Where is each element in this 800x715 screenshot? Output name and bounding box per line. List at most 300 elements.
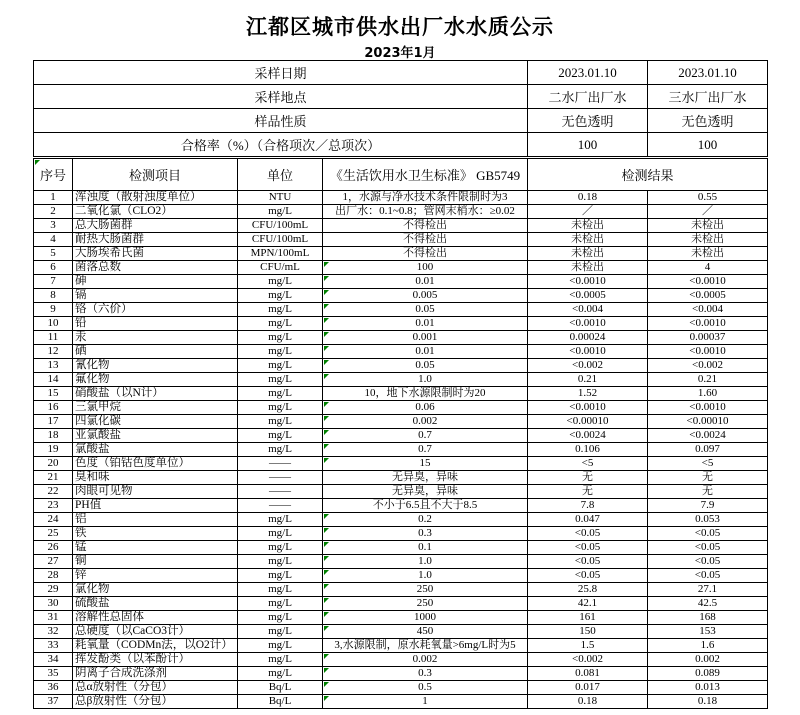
row-standard: 15 (323, 457, 528, 471)
info-label: 采样地点 (34, 85, 528, 109)
row-item: 铜 (73, 555, 238, 569)
header-result: 检测结果 (528, 159, 768, 191)
row-item: PH值 (73, 499, 238, 513)
row-result-plant3: <0.0005 (648, 289, 768, 303)
row-unit: mg/L (238, 387, 323, 401)
excel-flag-triangle-icon (324, 612, 329, 617)
row-unit: mg/L (238, 415, 323, 429)
row-no: 29 (34, 583, 73, 597)
table-row (34, 85, 768, 109)
row-result-plant2: 未检出 (528, 233, 648, 247)
row-item: 二氧化氯（CLO2） (73, 205, 238, 219)
table-row (34, 401, 768, 415)
row-item: 三氯甲烷 (73, 401, 238, 415)
row-result-plant2: 0.106 (528, 443, 648, 457)
row-unit: mg/L (238, 583, 323, 597)
excel-flag-triangle-icon (324, 402, 329, 407)
excel-flag-triangle-icon (324, 290, 329, 295)
excel-flag-triangle-icon (324, 668, 329, 673)
row-item: 总β放射性（分包） (73, 695, 238, 709)
row-result-plant3: 1.60 (648, 387, 768, 401)
excel-flag-triangle-icon (35, 160, 40, 165)
row-result-plant2: <0.05 (528, 541, 648, 555)
row-unit: Bq/L (238, 695, 323, 709)
row-result-plant2: 1.5 (528, 639, 648, 653)
row-result-plant2: <0.004 (528, 303, 648, 317)
row-no: 30 (34, 597, 73, 611)
row-unit: mg/L (238, 653, 323, 667)
row-item: 锰 (73, 541, 238, 555)
table-row (34, 331, 768, 345)
row-no: 10 (34, 317, 73, 331)
row-unit: mg/L (238, 667, 323, 681)
row-no: 34 (34, 653, 73, 667)
info-label: 合格率（%）（合格项次／总项次） (34, 133, 528, 157)
row-result-plant3: <0.0010 (648, 317, 768, 331)
row-unit: NTU (238, 191, 323, 205)
table-row (34, 681, 768, 695)
row-item: 氰化物 (73, 359, 238, 373)
table-row (34, 61, 768, 85)
table-row (34, 457, 768, 471)
table-row (34, 247, 768, 261)
row-no: 37 (34, 695, 73, 709)
row-result-plant3: <0.0010 (648, 345, 768, 359)
row-no: 12 (34, 345, 73, 359)
row-result-plant2: <0.0005 (528, 289, 648, 303)
row-item: 总硬度（以CaCO3计） (73, 625, 238, 639)
row-unit: mg/L (238, 611, 323, 625)
row-no: 14 (34, 373, 73, 387)
excel-flag-triangle-icon (324, 444, 329, 449)
row-standard: 0.7 (323, 443, 528, 457)
table-row (34, 133, 768, 157)
info-value-plant2: 2023.01.10 (528, 61, 648, 85)
row-result-plant2: <0.00010 (528, 415, 648, 429)
row-item: 锌 (73, 569, 238, 583)
table-row (34, 275, 768, 289)
row-result-plant2: 161 (528, 611, 648, 625)
table-row (34, 625, 768, 639)
row-standard: 3,水源限制，原水耗氧量>6mg/L时为5 (323, 639, 528, 653)
row-no: 36 (34, 681, 73, 695)
row-item: 铝 (73, 513, 238, 527)
row-unit: mg/L (238, 541, 323, 555)
row-unit: CFU/mL (238, 261, 323, 275)
row-unit: mg/L (238, 331, 323, 345)
row-standard: 0.06 (323, 401, 528, 415)
table-row (34, 373, 768, 387)
row-item: 四氯化碳 (73, 415, 238, 429)
row-result-plant3: <0.00010 (648, 415, 768, 429)
row-unit: CFU/100mL (238, 219, 323, 233)
row-standard: 1，水源与净水技术条件限制时为3 (323, 191, 528, 205)
row-result-plant3: 0.089 (648, 667, 768, 681)
row-result-plant3: <0.05 (648, 527, 768, 541)
row-item: 铬（六价） (73, 303, 238, 317)
row-standard: 10，地下水源限制时为20 (323, 387, 528, 401)
row-no: 6 (34, 261, 73, 275)
row-standard: 0.002 (323, 415, 528, 429)
row-unit: CFU/100mL (238, 233, 323, 247)
row-no: 35 (34, 667, 73, 681)
row-standard: 0.05 (323, 303, 528, 317)
row-result-plant3: 42.5 (648, 597, 768, 611)
row-unit: mg/L (238, 345, 323, 359)
row-unit: mg/L (238, 513, 323, 527)
row-unit: mg/L (238, 625, 323, 639)
header-no-label: 序号 (39, 168, 66, 183)
table-row (34, 359, 768, 373)
row-standard: 1.0 (323, 569, 528, 583)
row-standard: 0.01 (323, 317, 528, 331)
excel-flag-triangle-icon (324, 598, 329, 603)
row-item: 挥发酚类（以苯酚计） (73, 653, 238, 667)
row-result-plant3: <5 (648, 457, 768, 471)
row-standard: 无异臭，异味 (323, 485, 528, 499)
row-standard: 0.5 (323, 681, 528, 695)
page-title: 江都区城市供水出厂水水质公示 (246, 15, 554, 39)
table-row (34, 485, 768, 499)
row-result-plant2: 0.18 (528, 191, 648, 205)
row-standard: 0.005 (323, 289, 528, 303)
row-no: 25 (34, 527, 73, 541)
row-result-plant2: ／ (528, 205, 648, 219)
row-result-plant3: 27.1 (648, 583, 768, 597)
sample-info-table (33, 60, 768, 157)
row-standard: 0.001 (323, 331, 528, 345)
row-item: 铅 (73, 317, 238, 331)
row-no: 28 (34, 569, 73, 583)
row-no: 20 (34, 457, 73, 471)
results-body (34, 191, 768, 709)
row-standard: 0.01 (323, 345, 528, 359)
row-standard: 无异臭，异味 (323, 471, 528, 485)
results-header-row (34, 159, 768, 191)
row-result-plant2: 未检出 (528, 261, 648, 275)
table-row (34, 555, 768, 569)
row-result-plant2: 0.017 (528, 681, 648, 695)
table-row (34, 191, 768, 205)
row-standard: 0.3 (323, 667, 528, 681)
row-no: 22 (34, 485, 73, 499)
excel-flag-triangle-icon (324, 584, 329, 589)
row-result-plant2: <0.0010 (528, 317, 648, 331)
info-value-plant3: 三水厂出厂水 (648, 85, 768, 109)
row-standard: 0.05 (323, 359, 528, 373)
row-no: 15 (34, 387, 73, 401)
header-no (34, 159, 73, 191)
row-item: 溶解性总固体 (73, 611, 238, 625)
table-row (34, 541, 768, 555)
row-result-plant2: <0.002 (528, 359, 648, 373)
row-standard: 不小于6.5且不大于8.5 (323, 499, 528, 513)
row-unit: mg/L (238, 205, 323, 219)
row-result-plant2: 无 (528, 471, 648, 485)
excel-flag-triangle-icon (324, 696, 329, 701)
table-row (34, 387, 768, 401)
row-no: 16 (34, 401, 73, 415)
row-result-plant3: 未检出 (648, 247, 768, 261)
row-result-plant2: 未检出 (528, 219, 648, 233)
row-standard: 不得检出 (323, 219, 528, 233)
row-result-plant2: <0.0010 (528, 401, 648, 415)
excel-flag-triangle-icon (324, 262, 329, 267)
row-no: 7 (34, 275, 73, 289)
row-no: 18 (34, 429, 73, 443)
row-result-plant3: 0.00037 (648, 331, 768, 345)
row-item: 氯酸盐 (73, 443, 238, 457)
row-unit: mg/L (238, 359, 323, 373)
row-item: 耗氧量（CODMn法，以O2计） (73, 639, 238, 653)
row-standard: 0.1 (323, 541, 528, 555)
table-row (34, 639, 768, 653)
row-result-plant2: <0.05 (528, 527, 648, 541)
row-result-plant3: <0.004 (648, 303, 768, 317)
row-unit: mg/L (238, 429, 323, 443)
table-row (34, 569, 768, 583)
table-row (34, 429, 768, 443)
row-unit: mg/L (238, 303, 323, 317)
row-result-plant3: 0.18 (648, 695, 768, 709)
row-result-plant3: 0.002 (648, 653, 768, 667)
row-standard: 450 (323, 625, 528, 639)
excel-flag-triangle-icon (324, 304, 329, 309)
row-no: 3 (34, 219, 73, 233)
table-row (34, 611, 768, 625)
table-row (34, 499, 768, 513)
row-no: 19 (34, 443, 73, 457)
row-no: 26 (34, 541, 73, 555)
row-result-plant3: 0.013 (648, 681, 768, 695)
excel-flag-triangle-icon (324, 514, 329, 519)
row-unit: Bq/L (238, 681, 323, 695)
excel-flag-triangle-icon (324, 682, 329, 687)
row-result-plant3: <0.05 (648, 541, 768, 555)
row-standard: 1 (323, 695, 528, 709)
row-item: 色度（铂钴色度单位） (73, 457, 238, 471)
table-row (34, 653, 768, 667)
row-item: 氯化物 (73, 583, 238, 597)
table-row (34, 219, 768, 233)
row-no: 13 (34, 359, 73, 373)
row-unit: —— (238, 485, 323, 499)
row-result-plant2: <0.0024 (528, 429, 648, 443)
table-row (34, 583, 768, 597)
row-unit: mg/L (238, 373, 323, 387)
row-result-plant2: 0.00024 (528, 331, 648, 345)
row-unit: mg/L (238, 569, 323, 583)
row-result-plant3: 0.053 (648, 513, 768, 527)
excel-flag-triangle-icon (324, 556, 329, 561)
row-no: 17 (34, 415, 73, 429)
table-row (34, 415, 768, 429)
row-result-plant3: 0.21 (648, 373, 768, 387)
row-result-plant2: <0.05 (528, 569, 648, 583)
row-result-plant3: <0.05 (648, 569, 768, 583)
row-unit: mg/L (238, 289, 323, 303)
row-result-plant3: <0.0010 (648, 401, 768, 415)
row-result-plant3: 1.6 (648, 639, 768, 653)
row-item: 阴离子合成洗涤剂 (73, 667, 238, 681)
row-result-plant2: 未检出 (528, 247, 648, 261)
excel-flag-triangle-icon (324, 360, 329, 365)
row-item: 臭和味 (73, 471, 238, 485)
row-standard: 不得检出 (323, 247, 528, 261)
row-unit: mg/L (238, 275, 323, 289)
table-row (34, 317, 768, 331)
row-standard: 0.2 (323, 513, 528, 527)
table-row (34, 527, 768, 541)
row-result-plant3: 未检出 (648, 219, 768, 233)
excel-flag-triangle-icon (324, 542, 329, 547)
info-value-plant2: 二水厂出厂水 (528, 85, 648, 109)
row-result-plant2: 0.047 (528, 513, 648, 527)
table-row (34, 667, 768, 681)
table-row (34, 205, 768, 219)
row-no: 2 (34, 205, 73, 219)
row-unit: mg/L (238, 317, 323, 331)
row-result-plant2: 无 (528, 485, 648, 499)
row-result-plant2: <0.0010 (528, 345, 648, 359)
excel-flag-triangle-icon (324, 416, 329, 421)
row-unit: MPN/100mL (238, 247, 323, 261)
row-no: 9 (34, 303, 73, 317)
row-item: 浑浊度（散射浊度单位） (73, 191, 238, 205)
table-row (34, 303, 768, 317)
row-result-plant2: 0.081 (528, 667, 648, 681)
row-item: 菌落总数 (73, 261, 238, 275)
row-no: 33 (34, 639, 73, 653)
row-item: 砷 (73, 275, 238, 289)
excel-flag-triangle-icon (324, 626, 329, 631)
row-standard: 1.0 (323, 373, 528, 387)
row-item: 硒 (73, 345, 238, 359)
row-item: 大肠埃希氏菌 (73, 247, 238, 261)
row-no: 32 (34, 625, 73, 639)
row-no: 8 (34, 289, 73, 303)
row-unit: mg/L (238, 443, 323, 457)
table-row (34, 109, 768, 133)
row-result-plant2: <0.0010 (528, 275, 648, 289)
row-result-plant2: 25.8 (528, 583, 648, 597)
row-item: 镉 (73, 289, 238, 303)
row-result-plant2: <5 (528, 457, 648, 471)
row-unit: —— (238, 457, 323, 471)
row-item: 总大肠菌群 (73, 219, 238, 233)
row-item: 氟化物 (73, 373, 238, 387)
table-row (34, 261, 768, 275)
row-standard: 250 (323, 583, 528, 597)
row-result-plant3: 无 (648, 471, 768, 485)
info-value-plant3: 100 (648, 133, 768, 157)
row-no: 11 (34, 331, 73, 345)
row-result-plant3: 0.55 (648, 191, 768, 205)
row-unit: mg/L (238, 555, 323, 569)
row-result-plant2: 150 (528, 625, 648, 639)
row-result-plant2: <0.002 (528, 653, 648, 667)
row-no: 24 (34, 513, 73, 527)
row-standard: 0.3 (323, 527, 528, 541)
row-result-plant3: 7.9 (648, 499, 768, 513)
row-item: 硫酸盐 (73, 597, 238, 611)
row-no: 23 (34, 499, 73, 513)
row-result-plant3: 未检出 (648, 233, 768, 247)
row-unit: mg/L (238, 597, 323, 611)
row-item: 肉眼可见物 (73, 485, 238, 499)
excel-flag-triangle-icon (324, 276, 329, 281)
row-standard: 0.7 (323, 429, 528, 443)
info-label: 样品性质 (34, 109, 528, 133)
results-table (33, 158, 768, 709)
row-result-plant2: 0.18 (528, 695, 648, 709)
info-value-plant2: 无色透明 (528, 109, 648, 133)
row-unit: mg/L (238, 527, 323, 541)
excel-flag-triangle-icon (324, 528, 329, 533)
excel-flag-triangle-icon (324, 346, 329, 351)
excel-flag-triangle-icon (324, 318, 329, 323)
header-standard: 《生活饮用水卫生标准》 GB5749 (323, 159, 528, 191)
table-row (34, 695, 768, 709)
row-standard: 1000 (323, 611, 528, 625)
row-unit: mg/L (238, 639, 323, 653)
row-standard: 250 (323, 597, 528, 611)
table-row (34, 471, 768, 485)
row-standard: 0.01 (323, 275, 528, 289)
row-result-plant2: 42.1 (528, 597, 648, 611)
row-result-plant3: <0.05 (648, 555, 768, 569)
row-result-plant3: 0.097 (648, 443, 768, 457)
row-no: 27 (34, 555, 73, 569)
info-value-plant2: 100 (528, 133, 648, 157)
row-no: 4 (34, 233, 73, 247)
excel-flag-triangle-icon (324, 570, 329, 575)
table-row (34, 443, 768, 457)
row-item: 耐热大肠菌群 (73, 233, 238, 247)
info-label: 采样日期 (34, 61, 528, 85)
row-unit: mg/L (238, 401, 323, 415)
row-item: 亚氯酸盐 (73, 429, 238, 443)
row-result-plant3: ／ (648, 205, 768, 219)
row-result-plant3: <0.002 (648, 359, 768, 373)
row-result-plant2: 7.8 (528, 499, 648, 513)
table-row (34, 597, 768, 611)
row-result-plant3: <0.0024 (648, 429, 768, 443)
row-no: 1 (34, 191, 73, 205)
row-no: 31 (34, 611, 73, 625)
row-result-plant3: 153 (648, 625, 768, 639)
page-subtitle: 2023年1月 (364, 46, 436, 61)
row-item: 铁 (73, 527, 238, 541)
row-standard: 不得检出 (323, 233, 528, 247)
excel-flag-triangle-icon (324, 458, 329, 463)
table-row (34, 345, 768, 359)
row-result-plant3: 无 (648, 485, 768, 499)
table-row (34, 233, 768, 247)
row-item: 汞 (73, 331, 238, 345)
row-result-plant3: <0.0010 (648, 275, 768, 289)
excel-flag-triangle-icon (324, 430, 329, 435)
row-unit: —— (238, 471, 323, 485)
table-row (34, 513, 768, 527)
excel-flag-triangle-icon (324, 374, 329, 379)
row-standard: 出厂水：0.1~0.8；管网末梢水：≥0.02 (323, 205, 528, 219)
excel-flag-triangle-icon (324, 332, 329, 337)
row-result-plant2: 0.21 (528, 373, 648, 387)
excel-flag-triangle-icon (324, 654, 329, 659)
row-no: 21 (34, 471, 73, 485)
row-no: 5 (34, 247, 73, 261)
